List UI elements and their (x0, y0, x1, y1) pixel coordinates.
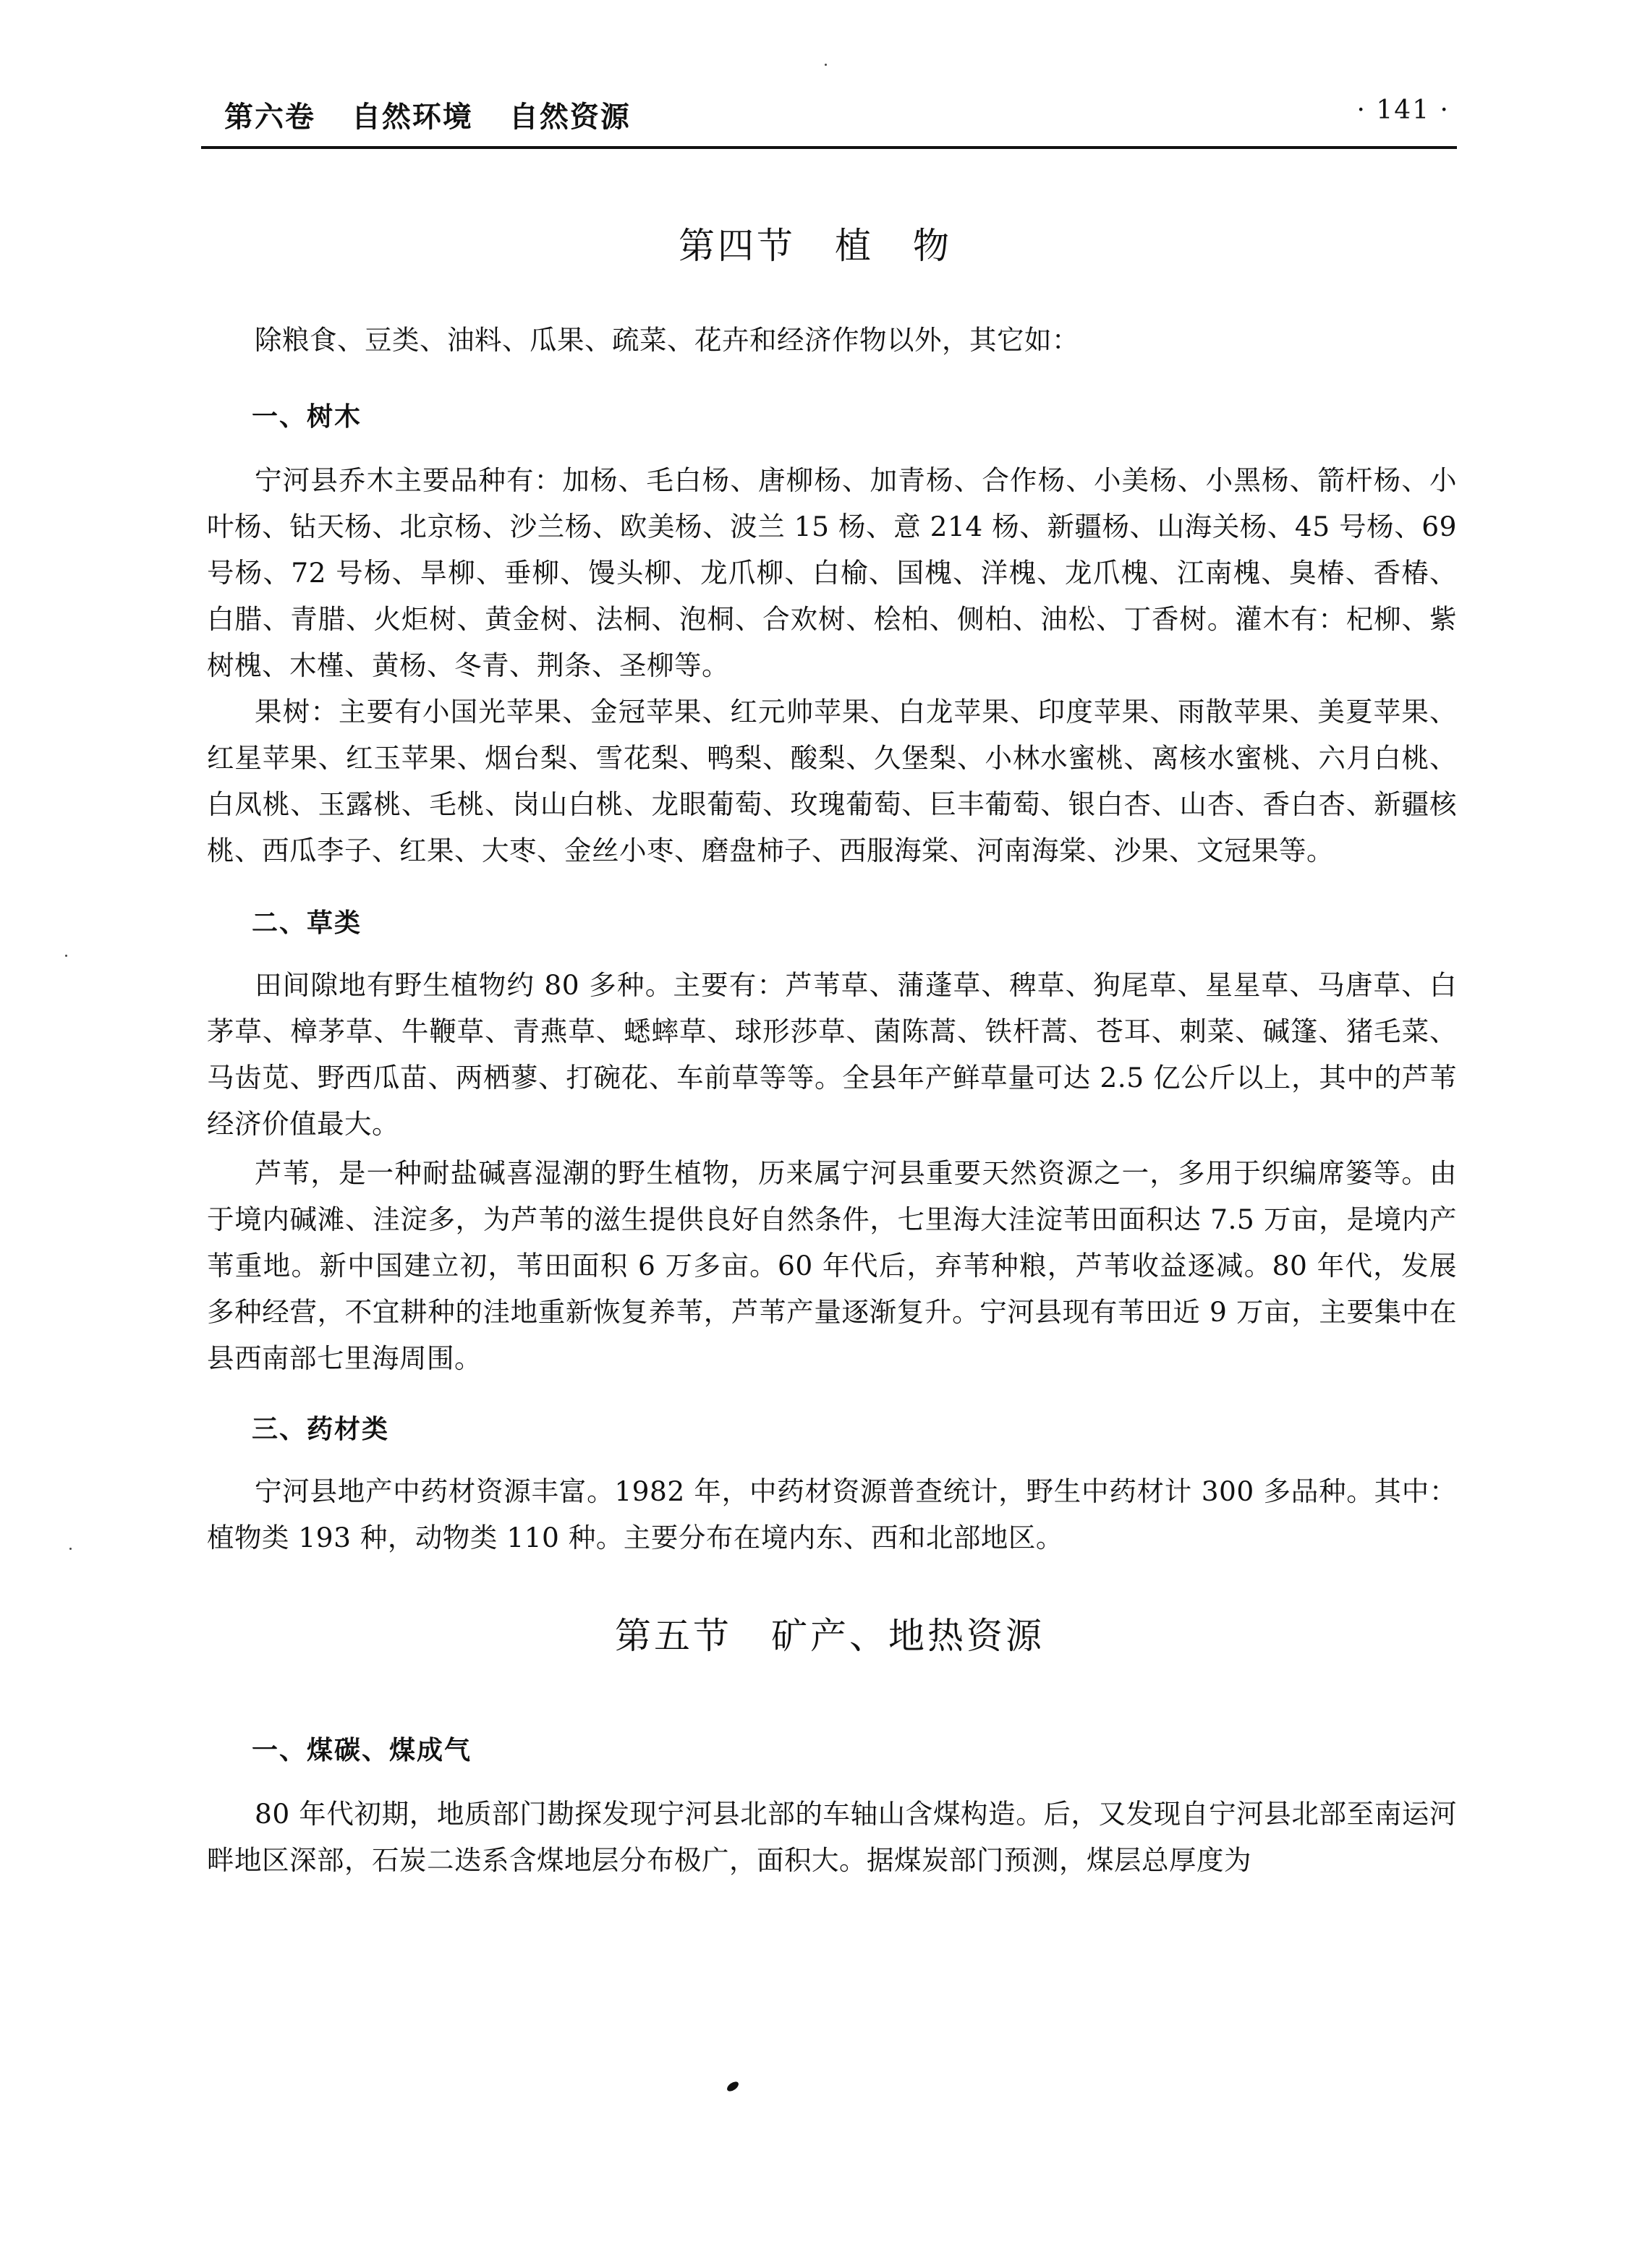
paragraph-fruit-trees: 果树：主要有小国光苹果、金冠苹果、红元帅苹果、白龙苹果、印度苹果、雨散苹果、美夏苹果、红星苹果、红玉苹果、烟台梨、雪花梨、鸭梨、酸梨、久堡梨、小林水蜜桃、离核水蜜桃、六月白桃、白凤桃、玉露桃、毛桃、岗山白桃、龙眼葡萄、玫瑰葡萄、巨丰葡萄、银白杏、山杏、香白杏、新疆核桃、西瓜李子、红果、大枣、金丝小枣、磨盘柿子、西服海棠、河南海棠、沙果、文冠果等。 (207, 696, 1457, 866)
section-title-plants: 第四节 植 物 (679, 225, 952, 267)
header-left (224, 94, 655, 135)
subheading-medicinal: 三、药材类 (252, 1415, 390, 1444)
paragraph-grasses: 田间隙地有野生植物约 80 多种。主要有：芦苇草、蒲蓬草、稗草、狗尾草、星星草、马唐草、白茅草、樟茅草、牛鞭草、青燕草、蟋蟀草、球形莎草、菌陈蒿、铁杆蒿、苍耳、刺菜、碱篷、猪毛菜、马齿苋、野西瓜苗、两栖蓼、打碗花、车前草等等。全县年产鲜草量可达 2.5 亿公斤以上，其中的芦苇经济价值最大。 (207, 969, 1457, 1140)
volume-label: 第六卷 (224, 101, 315, 134)
running-header (201, 91, 1457, 146)
subsection-label: 自然资源 (509, 101, 631, 134)
ink-mark (726, 2080, 740, 2094)
scan-speck (825, 64, 827, 66)
section-label: 自然环境 (351, 101, 473, 134)
paragraph-medicinal: 宁河县地产中药材资源丰富。1982 年，中药材资源普查统计，野生中药材计 300 多品种。其中：植物类 193 种，动物类 110 种。主要分布在境内东、西和北部地区。 (207, 1475, 1457, 1553)
subheading-coal: 一、煤碳、煤成气 (252, 1736, 472, 1765)
paragraph-reeds: 芦苇，是一种耐盐碱喜湿潮的野生植物，历来属宁河县重要天然资源之一，多用于织编席篓等。由于境内碱滩、洼淀多，为芦苇的滋生提供良好自然条件，七里海大洼淀苇田面积达 7.5 万亩，是境内产苇重地。新中国建立初，苇田面积 6 万多亩。60 年代后，弃苇种粮，芦苇收益逐减。80 年代，发展多种经营，不宜耕种的洼地重新恢复养苇，芦苇产量逐渐复升。宁河县现有苇田近 9 万亩，主要集中在县西南部七里海周围。 (207, 1157, 1457, 1374)
scan-speck (65, 955, 67, 957)
section-title-minerals: 第五节 矿产、地热资源 (615, 1615, 1045, 1657)
subheading-grasses: 二、草类 (252, 908, 362, 938)
subheading-trees: 一、树木 (252, 402, 362, 432)
header-rule (201, 146, 1457, 149)
scan-speck (69, 1548, 72, 1550)
section-intro: 除粮食、豆类、油料、瓜果、疏菜、花卉和经济作物以外，其它如： (255, 324, 1079, 356)
paragraph-coal: 80 年代初期，地质部门勘探发现宁河县北部的车轴山含煤构造。后，又发现自宁河县北部至南运河畔地区深部，石炭二迭系含煤地层分布极广，面积大。据煤炭部门预测，煤层总厚度为 (207, 1798, 1457, 1876)
paragraph-trees: 宁河县乔木主要品种有：加杨、毛白杨、唐柳杨、加青杨、合作杨、小美杨、小黑杨、箭杆杨、小叶杨、钻天杨、北京杨、沙兰杨、欧美杨、波兰 15 杨、意 214 杨、新疆杨、山海关杨、45 号杨、69 号杨、72 号杨、旱柳、垂柳、馒头柳、龙爪柳、白榆、国槐、洋槐、龙爪槐、江南槐、臭椿、香椿、白腊、青腊、火炬树、黄金树、法桐、泡桐、合欢树、桧柏、侧柏、油松、丁香树。灌木有：杞柳、紫树槐、木槿、黄杨、冬青、荆条、圣柳等。 (207, 464, 1457, 681)
page-number: · 141 · (1356, 95, 1450, 125)
